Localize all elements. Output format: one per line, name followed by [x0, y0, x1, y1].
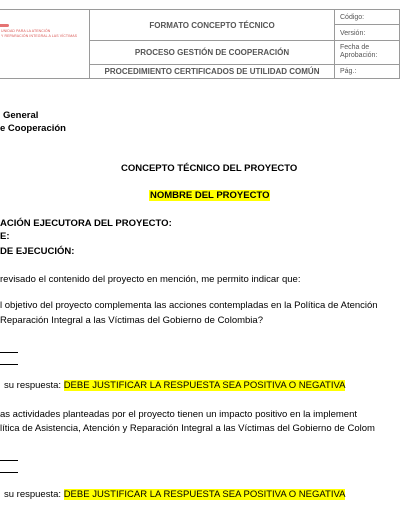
intro-text: revisado el contenido del proyecto en mención, me permito indicar que:	[0, 274, 301, 285]
logo-icon	[0, 24, 9, 27]
answer-line	[0, 472, 18, 473]
executor-field-label: ACIÓN EJECUTORA DEL PROYECTO:	[0, 218, 172, 229]
justify-prompt-1	[4, 380, 345, 391]
header-procedure-title: PROCEDIMIENTO CERTIFICADOS DE UTILIDAD COMÚN	[89, 64, 335, 79]
question-2-line: as actividades planteadas por el proyecto tienen un impacto positivo en la implement	[0, 409, 357, 420]
fecha-label-line: Aprobación:	[340, 52, 378, 59]
addressee-line: e Cooperación	[0, 123, 66, 134]
logo-text-line: Y REPARACIÓN INTEGRAL A LAS VÍCTIMAS	[1, 33, 78, 38]
e-field-label: E:	[0, 231, 10, 242]
codigo-label: Código:	[334, 9, 400, 25]
concept-title: CONCEPTO TÉCNICO DEL PROYECTO	[121, 163, 298, 174]
project-name-field: NOMBRE DEL PROYECTO	[150, 190, 270, 201]
version-label: Versión:	[334, 24, 400, 41]
justify-highlight: DEBE JUSTIFICAR LA RESPUESTA SEA POSITIVA O NEGATIVA	[63, 380, 346, 391]
fecha-label-line: Fecha de	[340, 44, 370, 51]
answer-line	[0, 460, 18, 461]
answer-line	[0, 352, 18, 353]
execution-field-label: DE EJECUCIÓN:	[0, 246, 75, 257]
question-2-line: lítica de Asistencia, Atención y Reparación Integral a las Víctimas del Gobierno de Colom	[0, 423, 375, 434]
justify-prefix: su respuesta:	[4, 489, 62, 500]
question-1-line: l objetivo del proyecto complementa las acciones contempladas en la Política de Atención	[0, 300, 378, 311]
question-1-line: Reparación Integral a las Víctimas del Gobierno de Colombia?	[0, 315, 263, 326]
addressee-line: General	[3, 110, 39, 121]
fecha-aprobacion-label	[334, 40, 400, 65]
justify-prefix: su respuesta:	[4, 380, 62, 391]
pagina-label: Pág.:	[334, 64, 400, 79]
justify-prompt-2	[4, 489, 345, 500]
header-process-title: PROCESO GESTIÓN DE COOPERACIÓN	[89, 40, 335, 65]
logo-text-line: UNIDAD PARA LA ATENCIÓN	[1, 29, 51, 33]
justify-highlight: DEBE JUSTIFICAR LA RESPUESTA SEA POSITIVA O NEGATIVA	[63, 489, 346, 500]
logo-text	[1, 29, 77, 38]
logo-cell	[0, 9, 90, 79]
header-format-title: FORMATO CONCEPTO TÉCNICO	[89, 9, 335, 41]
answer-line	[0, 364, 18, 365]
document-header	[0, 9, 398, 79]
